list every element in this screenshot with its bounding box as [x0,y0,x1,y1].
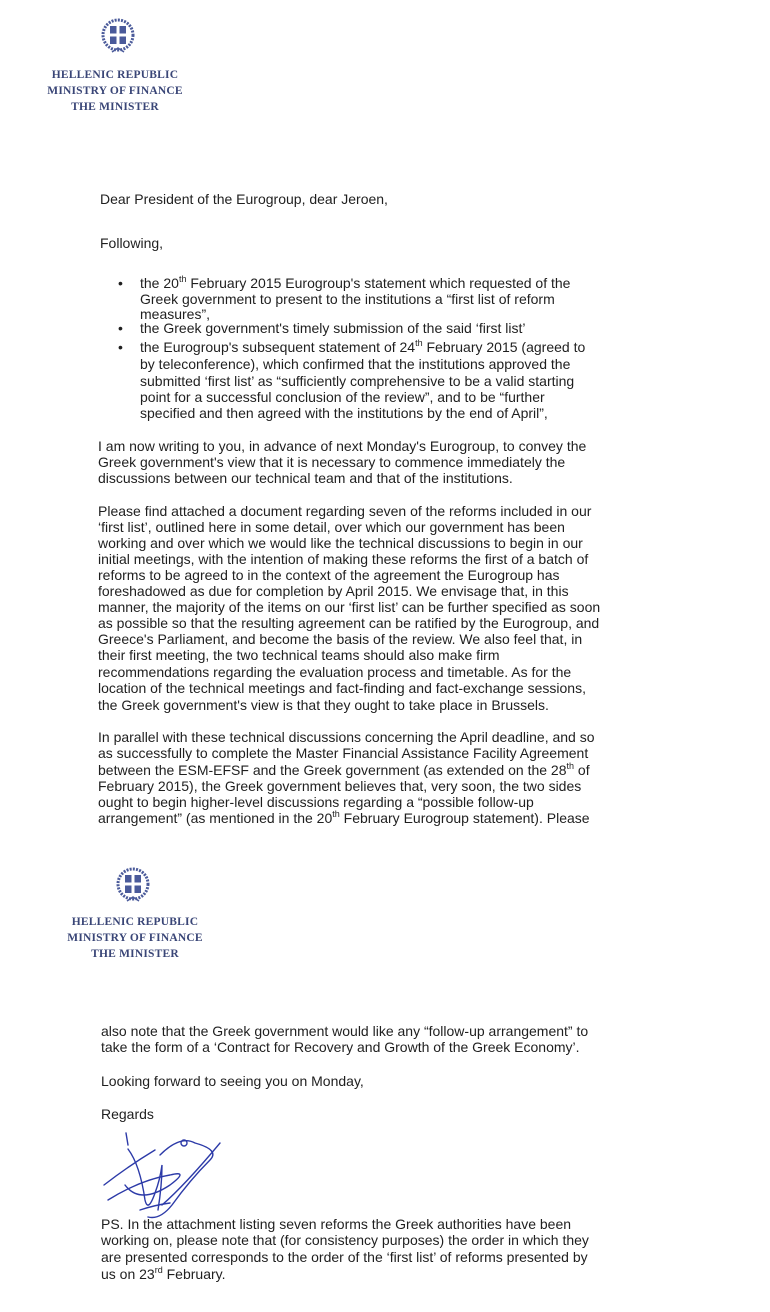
letterhead-minister: THE MINISTER [91,948,179,960]
ps-line: are presented corresponds to the order of the ‘first list’ of reforms presented by [101,1249,588,1265]
signature [100,1125,240,1225]
text: February 2015 Eurogroup's statement which requested of the [186,275,571,291]
bullet-line: point for a successful conclusion of the review”, and to be “further [140,389,545,405]
text: the 20 [140,275,179,291]
text: of [574,762,590,778]
bullet-line: submitted ‘first list’ as “sufficiently comprehensive to be a valid starting [140,373,575,389]
paragraph-line: take the form of a ‘Contract for Recovery and Growth of the Greek Economy’. [101,1039,580,1055]
paragraph-line: as possible so that the resulting agreement can be ratified by the Eurogroup, and [98,615,600,631]
paragraph-line: February 2015), the Greek government believes that, very soon, the two sides [98,778,582,794]
text: February 2015 (agreed to [422,339,586,355]
letterhead-republic: HELLENIC REPUBLIC [71,916,199,928]
text: between the ESM-EFSF and the Greek government (as extended on the 28 [98,762,567,778]
text: us on 23 [101,1266,155,1282]
bullet-line [140,275,570,291]
paragraph-line: also note that the Greek government would like any “follow-up arrangement” to [101,1023,589,1039]
paragraph-line: I am now writing to you, in advance of next Monday's Eurogroup, to convey the [98,438,587,454]
letterhead [60,914,210,962]
bullet-line: Greek government to present to the institutions a “first list of reform [140,291,555,307]
coat-of-arms-emblem [100,17,136,57]
text: the Eurogroup's subsequent statement of 24 [140,339,416,355]
letterhead-ministry: MINISTRY OF FINANCE [67,932,203,944]
paragraph-line: location of the technical meetings and fact-finding and fact-exchange sessions, [98,680,586,696]
closing-text: Looking forward to seeing you on Monday, [101,1073,364,1089]
paragraph-line [98,810,590,826]
paragraph-line: recommendations regarding the evaluation process and timetable. As for the [98,664,572,680]
bullet-line: by teleconference), which confirmed that the institutions approved the [140,356,571,372]
superscript: th [566,761,575,771]
paragraph-line: reforms to be agreed to in the context of the agreement the Eurogroup has [98,567,560,583]
regards-text: Regards [101,1106,154,1122]
paragraph-line: as successfully to complete the Master Financial Assistance Facility Agreement [98,745,589,761]
ps-line [101,1266,226,1282]
superscript: rd [154,1265,163,1275]
paragraph-line: In parallel with these technical discussions concerning the April deadline, and so [98,729,595,745]
bullet-marker: • [118,320,123,336]
paragraph-line: their first meeting, the two technical teams should also make firm [98,647,500,663]
bullet-line: specified and then agreed with the institutions by the end of April”, [140,405,548,421]
ps-line: PS. In the attachment listing seven reforms the Greek authorities have been [101,1216,572,1232]
superscript: th [332,809,340,819]
following-text: Following, [100,235,164,251]
ps-line: working on, please note that (for consistency purposes) the order in which they [101,1232,589,1248]
text: February Eurogroup statement). Please [339,810,590,826]
paragraph-line: the Greek government's view is that they ought to take place in Brussels. [98,697,549,713]
bullet-line [140,339,585,355]
letterhead-minister: THE MINISTER [71,101,159,113]
paragraph-line: ought to begin higher-level discussions regarding a “possible follow-up [98,794,534,810]
bullet-line: measures”, [140,306,211,322]
bullet-marker: • [118,339,123,355]
paragraph-line: discussions between our technical team and that of the institutions. [98,470,513,486]
bullet-marker: • [118,275,123,291]
paragraph-line: working and over which we would like the technical discussions to begin in our [98,535,583,551]
superscript: th [178,274,187,284]
coat-of-arms-emblem [115,866,151,906]
paragraph-line: ‘first list’, outlined here in some detail, over which our government has been [98,519,565,535]
paragraph-line: Greek government's view that it is necessary to commence immediately the [98,454,566,470]
text: February. [162,1266,226,1282]
bullet-line: the Greek government's timely submission of the said ‘first list’ [140,320,526,336]
paragraph-line: initial meetings, with the intention of making these reforms the first of a batch of [98,551,589,567]
text: arrangement” (as mentioned in the 20 [98,810,333,826]
paragraph-line [98,762,590,778]
letterhead [40,67,190,115]
salutation: Dear President of the Eurogroup, dear Jeroen, [100,191,388,207]
paragraph-line: foreshadowed as due for completion by April 2015. We envisage that, in this [98,583,569,599]
paragraph-line: Please find attached a document regarding seven of the reforms included in our [98,503,592,519]
letterhead-republic: HELLENIC REPUBLIC [51,69,179,81]
paragraph-line: manner, the majority of the items on our ‘first list’ can be further specified as soon [98,599,601,615]
letterhead-ministry: MINISTRY OF FINANCE [47,85,183,97]
superscript: th [415,338,423,348]
paragraph-line: Greece's Parliament, and become the basis of the review. We also feel that, in [98,631,583,647]
